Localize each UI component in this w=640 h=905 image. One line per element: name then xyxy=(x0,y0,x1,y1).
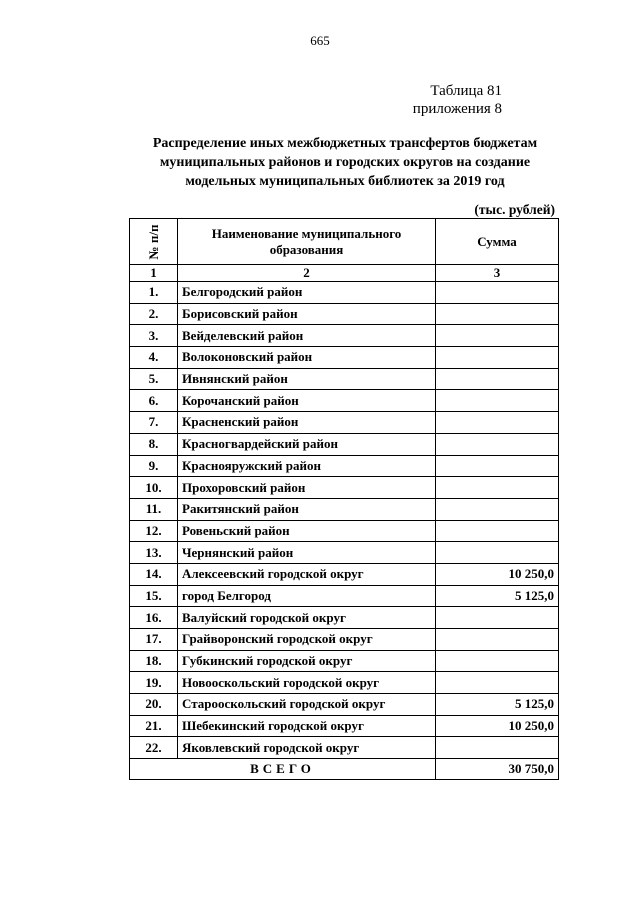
row-number: 19. xyxy=(130,672,178,694)
row-sum: 10 250,0 xyxy=(436,715,559,737)
row-number: 14. xyxy=(130,563,178,585)
table-row xyxy=(130,477,559,499)
municipality-name: Грайворонский городской округ xyxy=(178,629,436,651)
table-row xyxy=(130,347,559,369)
table-row xyxy=(130,455,559,477)
row-number: 12. xyxy=(130,520,178,542)
row-number: 17. xyxy=(130,629,178,651)
row-sum xyxy=(436,303,559,325)
page-number: 665 xyxy=(310,33,330,48)
header-num-label: № п/п xyxy=(145,224,161,259)
table-row xyxy=(130,325,559,347)
title-line3: модельных муниципальных библиотек за 2019 год xyxy=(185,174,505,189)
table-row xyxy=(130,498,559,520)
row-number: 13. xyxy=(130,542,178,564)
header-name-line2: образования xyxy=(269,241,344,257)
table-row xyxy=(130,542,559,564)
municipality-name: Ивнянский район xyxy=(178,368,436,390)
title-line1: Распределение иных межбюджетных трансфертов бюджетам xyxy=(152,136,538,151)
row-number: 10. xyxy=(130,477,178,499)
municipality-name: Краснояружский район xyxy=(178,455,436,477)
municipality-name: Новооскольский городской округ xyxy=(178,672,436,694)
row-sum xyxy=(436,347,559,369)
row-number: 2. xyxy=(130,303,178,325)
header-name-cell xyxy=(178,219,436,265)
row-sum xyxy=(436,325,559,347)
header-name-line1: Наименование муниципального xyxy=(211,225,402,241)
municipality-name: Красногвардейский район xyxy=(178,433,436,455)
table-row xyxy=(130,737,559,759)
row-sum xyxy=(436,520,559,542)
municipality-name: Прохоровский район xyxy=(178,477,436,499)
row-number: 15. xyxy=(130,585,178,607)
total-row xyxy=(130,759,559,780)
municipality-name: Волоконовский район xyxy=(178,347,436,369)
row-sum xyxy=(436,672,559,694)
row-sum xyxy=(436,542,559,564)
row-number: 9. xyxy=(130,455,178,477)
row-number: 16. xyxy=(130,607,178,629)
row-number: 7. xyxy=(130,412,178,434)
table-ref-line2: приложения 8 xyxy=(412,101,502,117)
header-row xyxy=(130,219,559,265)
row-sum xyxy=(436,455,559,477)
row-sum xyxy=(436,607,559,629)
table-ref-line1: Таблица 81 xyxy=(430,83,502,99)
municipality-name: Губкинский городской округ xyxy=(178,650,436,672)
column-number: 1 xyxy=(130,265,178,282)
table-row xyxy=(130,585,559,607)
municipality-name: Старооскольский городской округ xyxy=(178,694,436,716)
total-sum: 30 750,0 xyxy=(436,759,559,780)
table-row xyxy=(130,412,559,434)
municipality-name: Борисовский район xyxy=(178,303,436,325)
row-sum xyxy=(436,650,559,672)
table-row xyxy=(130,303,559,325)
title-line2: муниципальных районов и городских округов на создание xyxy=(159,155,531,170)
municipality-name: Ракитянский район xyxy=(178,498,436,520)
table-row xyxy=(130,694,559,716)
municipality-name: Яковлевский городской округ xyxy=(178,737,436,759)
table-row xyxy=(130,629,559,651)
row-number: 4. xyxy=(130,347,178,369)
row-sum xyxy=(436,433,559,455)
row-sum xyxy=(436,368,559,390)
column-number: 2 xyxy=(178,265,436,282)
table-row xyxy=(130,607,559,629)
row-sum xyxy=(436,477,559,499)
municipality-name: Шебекинский городской округ xyxy=(178,715,436,737)
row-sum xyxy=(436,498,559,520)
municipality-name: Белгородский район xyxy=(178,282,436,304)
row-sum xyxy=(436,412,559,434)
row-sum xyxy=(436,282,559,304)
total-label: ВСЕГО xyxy=(130,759,436,780)
document-title xyxy=(130,134,560,191)
municipality-name: Валуйский городской округ xyxy=(178,607,436,629)
row-number: 11. xyxy=(130,498,178,520)
row-number: 5. xyxy=(130,368,178,390)
table-row xyxy=(130,650,559,672)
row-number: 20. xyxy=(130,694,178,716)
table-row xyxy=(130,390,559,412)
row-sum xyxy=(436,737,559,759)
column-numbers-row xyxy=(130,265,559,282)
units-label: (тыс. рублей) xyxy=(474,202,555,217)
row-number: 6. xyxy=(130,390,178,412)
municipality-name: Красненский район xyxy=(178,412,436,434)
row-number: 1. xyxy=(130,282,178,304)
row-sum: 10 250,0 xyxy=(436,563,559,585)
row-sum: 5 125,0 xyxy=(436,585,559,607)
transfers-table xyxy=(129,218,559,780)
row-number: 18. xyxy=(130,650,178,672)
municipality-name: Вейделевский район xyxy=(178,325,436,347)
municipality-name: город Белгород xyxy=(178,585,436,607)
table-row xyxy=(130,715,559,737)
municipality-name: Алексеевский городской округ xyxy=(178,563,436,585)
row-number: 8. xyxy=(130,433,178,455)
row-sum xyxy=(436,390,559,412)
table-reference xyxy=(392,82,502,118)
row-number: 22. xyxy=(130,737,178,759)
table-row xyxy=(130,520,559,542)
row-sum: 5 125,0 xyxy=(436,694,559,716)
row-number: 3. xyxy=(130,325,178,347)
header-sum-cell: Сумма xyxy=(436,219,559,265)
column-number: 3 xyxy=(436,265,559,282)
table-row xyxy=(130,282,559,304)
row-sum xyxy=(436,629,559,651)
table-row xyxy=(130,433,559,455)
municipality-name: Ровеньский район xyxy=(178,520,436,542)
table-row xyxy=(130,368,559,390)
table-row xyxy=(130,672,559,694)
municipality-name: Чернянский район xyxy=(178,542,436,564)
municipality-name: Корочанский район xyxy=(178,390,436,412)
row-number: 21. xyxy=(130,715,178,737)
table-row xyxy=(130,563,559,585)
header-num-cell xyxy=(130,219,178,265)
